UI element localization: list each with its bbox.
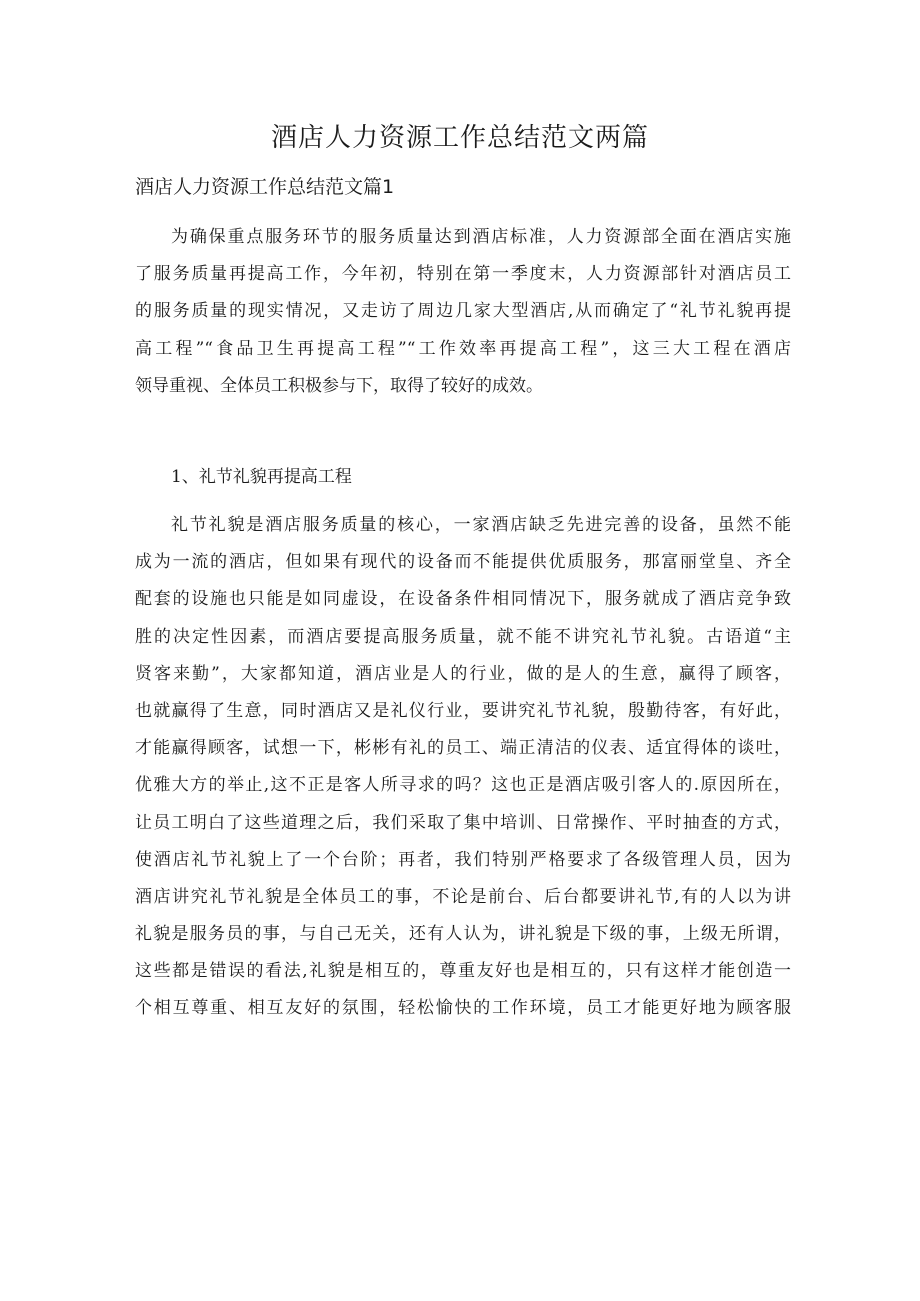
paragraph-etiquette (135, 507, 791, 1028)
paragraph-line: 贤客来勤”，大家都知道，酒店业是人的行业，做的是人的生意，赢得了顾客， (135, 663, 791, 684)
paragraph-line: 优雅大方的举止,这不正是客人所寻求的吗？这也正是酒店吸引客人的.原因所在， (135, 775, 791, 796)
document-title: 酒店人力资源工作总结范文两篇 (270, 123, 649, 153)
paragraph-line: 个相互尊重、相互友好的氛围，轻松愉快的工作环境，员工才能更好地为顾客服 (135, 998, 791, 1019)
paragraph-line: 酒店讲究礼节礼貌是全体员工的事，不论是前台、后台都要讲礼节,有的人以为讲 (135, 886, 791, 907)
paragraph-line: 让员工明白了这些道理之后，我们采取了集中培训、日常操作、平时抽查的方式， (135, 812, 791, 833)
paragraph-line: 了服务质量再提高工作，今年初，特别在第一季度末，人力资源部针对酒店员工 (135, 264, 791, 285)
paragraph-line: 高工程”“食品卫生再提高工程”“工作效率再提高工程”，这三大工程在酒店 (135, 338, 791, 359)
paragraph-intro (135, 219, 791, 405)
paragraph-line: 才能赢得顾客，试想一下，彬彬有礼的员工、端正清洁的仪表、适宜得体的谈吐， (135, 738, 791, 759)
paragraph-line: 这些都是错误的看法,礼貌是相互的，尊重友好也是相互的，只有这样才能创造一 (135, 961, 791, 982)
paragraph-line: 胜的决定性因素，而酒店要提高服务质量，就不能不讲究礼节礼貌。古语道“主 (135, 626, 791, 647)
paragraph-line: 领导重视、全体员工积极参与下，取得了较好的成效。 (135, 375, 543, 396)
paragraph-line: 也就赢得了生意，同时酒店又是礼仪行业，要讲究礼节礼貌，殷勤待客，有好此， (135, 700, 791, 721)
paragraph-line: 配套的设施也只能是如同虚设，在设备条件相同情况下，服务就成了酒店竞争致 (135, 589, 791, 610)
subheading-etiquette: 1、礼节礼貌再提高工程 (171, 467, 352, 487)
paragraph-line: 的服务质量的现实情况，又走访了周边几家大型酒店,从而确定了“礼节礼貌再提 (135, 301, 791, 322)
paragraph-line: 成为一流的酒店，但如果有现代的设备而不能提供优质服务，那富丽堂皇、齐全 (135, 552, 791, 573)
paragraph-line: 礼节礼貌是酒店服务质量的核心，一家酒店缺乏先进完善的设备，虽然不能 (171, 515, 791, 535)
paragraph-line: 为确保重点服务环节的服务质量达到酒店标准，人力资源部全面在酒店实施 (171, 227, 791, 247)
section-heading: 酒店人力资源工作总结范文篇1 (135, 176, 395, 198)
paragraph-line: 使酒店礼节礼貌上了一个台阶；再者，我们特别严格要求了各级管理人员，因为 (135, 849, 791, 870)
paragraph-line: 礼貌是服务员的事，与自己无关，还有人认为，讲礼貌是下级的事，上级无所谓， (135, 924, 791, 945)
